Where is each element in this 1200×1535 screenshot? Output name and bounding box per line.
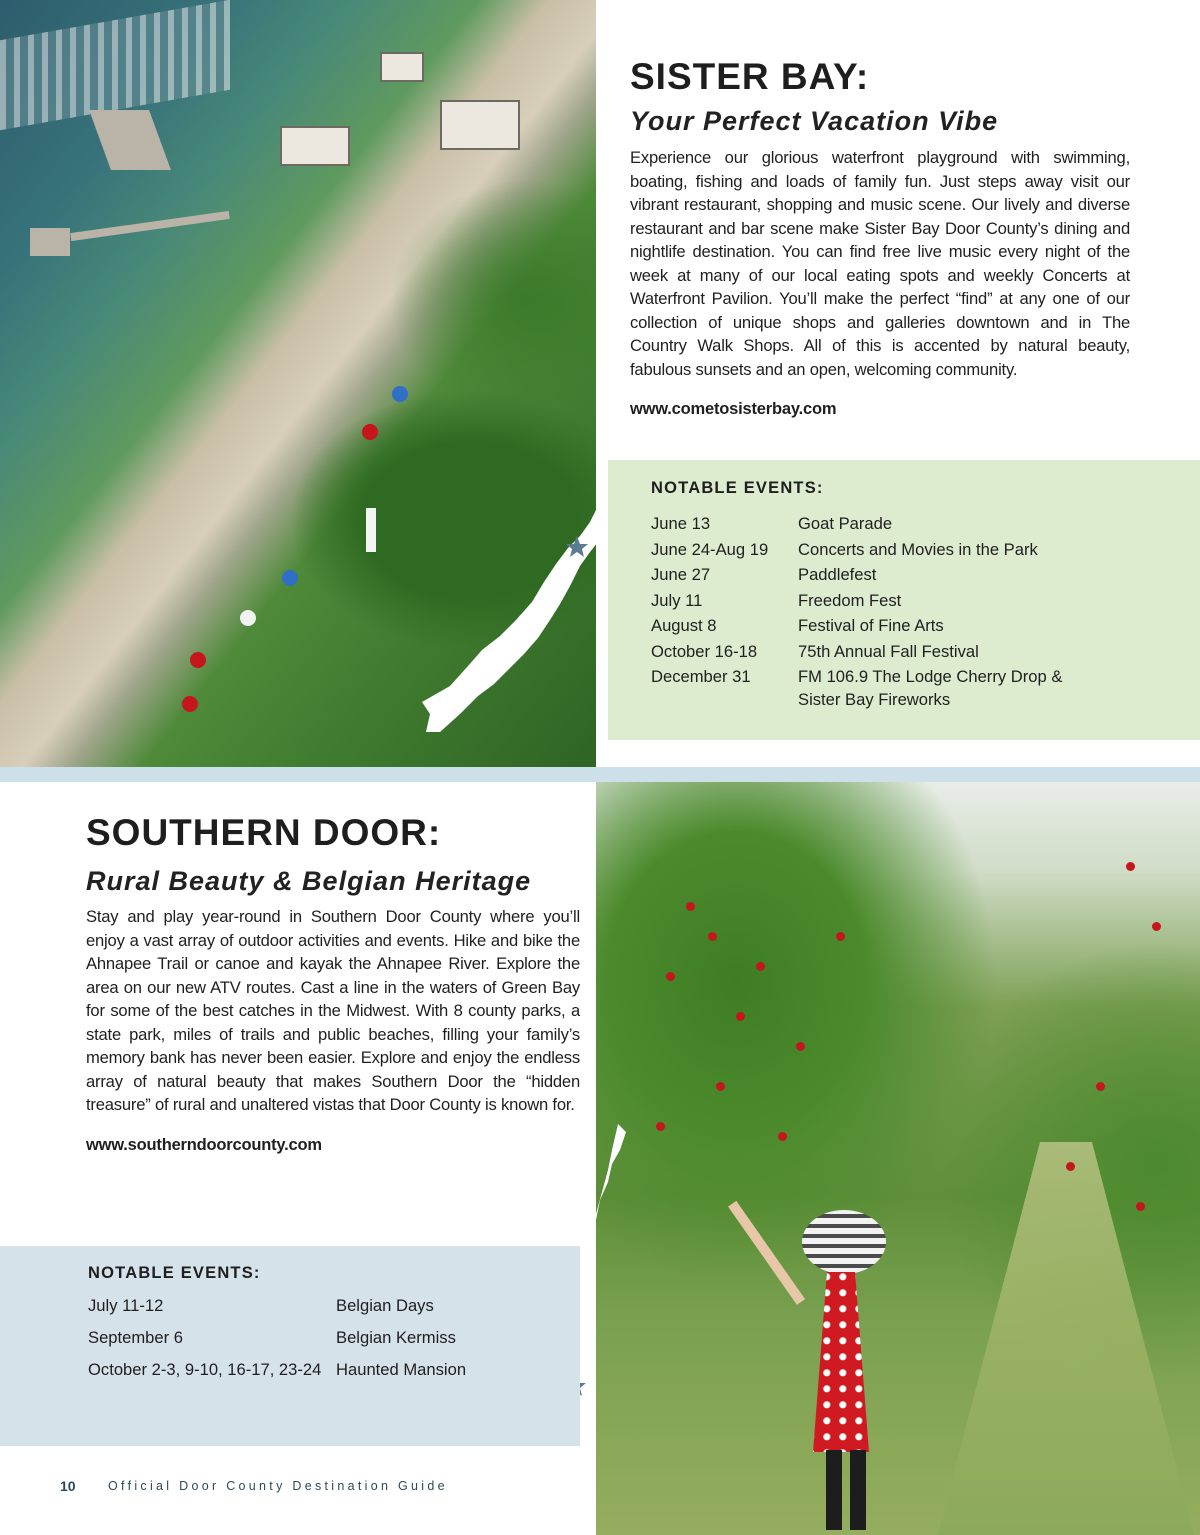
beach-umbrella	[240, 610, 256, 626]
event-name: Goat Parade	[798, 514, 893, 533]
cherry-orchard-photo	[596, 782, 1200, 1535]
swim-raft	[30, 228, 70, 256]
shore-house	[440, 100, 520, 150]
event-name: Belgian Days	[336, 1296, 434, 1315]
event-row	[88, 1295, 466, 1327]
sister-bay-website-link[interactable]: www.cometosisterbay.com	[630, 400, 837, 418]
southern-door-title: SOUTHERN DOOR:	[86, 812, 442, 853]
cherry	[666, 972, 675, 981]
cherry	[836, 932, 845, 941]
event-row	[88, 1359, 466, 1391]
swim-pier	[70, 211, 230, 241]
cherry	[708, 932, 717, 941]
southern-door-website-link[interactable]: www.southerndoorcounty.com	[86, 1136, 322, 1154]
lighthouse	[366, 508, 376, 552]
event-row	[651, 538, 1068, 564]
event-row	[651, 563, 1068, 589]
sister-bay-events-table	[651, 512, 1068, 711]
beach-umbrella	[190, 652, 206, 668]
cherry	[736, 1012, 745, 1021]
event-date: June 13	[651, 514, 711, 533]
sister-bay-subtitle: Your Perfect Vacation Vibe	[630, 106, 999, 136]
cherry	[656, 1122, 665, 1131]
event-date: June 27	[651, 565, 711, 584]
section-divider	[0, 767, 1200, 782]
beach-umbrella	[362, 424, 378, 440]
cherry	[686, 902, 695, 911]
cherry	[1136, 1202, 1145, 1211]
event-date: September 6	[88, 1328, 184, 1347]
orchard-path	[936, 1142, 1196, 1535]
event-row	[651, 640, 1068, 666]
cherry	[1066, 1162, 1075, 1171]
event-date: July 11-12	[88, 1296, 164, 1315]
event-date: October 16-18	[651, 641, 758, 661]
southern-door-body: Stay and play year-round in Southern Door County where you’ll enjoy a vast array of outdoor activities and events. Hike and bike the Ahnapee Trail or canoe and kayak the Ahnapee River. Explore the area on our new ATV routes. Cast a line in the waters of Green Bay for some of the best catches in the Midwest. With 8 county parks, a state park, miles of trails and public beaches, filling your family’s memory bank has never been easier. Explore and enjoy the endless array of natural beauty that makes Southern Door the “hidden treasure” of rural and unaltered vistas that Door County is known for.	[86, 907, 580, 1114]
event-name: FM 106.9 The Lodge Cherry Drop & Sister Bay Fireworks	[798, 667, 1063, 709]
pavilion-building	[280, 126, 350, 166]
beach-umbrella	[182, 696, 198, 712]
page-number: 10	[60, 1478, 76, 1494]
event-date: July 11	[651, 590, 703, 610]
village-house	[380, 52, 424, 82]
event-name: 75th Annual Fall Festival	[798, 641, 979, 661]
cherry	[756, 962, 765, 971]
event-name: Haunted Mansion	[336, 1360, 467, 1379]
woman-sun-hat	[802, 1210, 886, 1274]
southern-door-events-heading: NOTABLE EVENTS:	[88, 1264, 261, 1282]
sister-bay-events-heading: NOTABLE EVENTS:	[651, 479, 824, 497]
event-row	[651, 512, 1068, 538]
event-date: June 24-Aug 19	[651, 539, 769, 559]
event-name: Festival of Fine Arts	[798, 616, 944, 635]
cherry	[1126, 862, 1135, 871]
cherry	[778, 1132, 787, 1141]
cherry	[1096, 1082, 1105, 1091]
beach-umbrella	[282, 570, 298, 586]
event-row	[651, 665, 1068, 711]
sister-bay-body: Experience our glorious waterfront playground with swimming, boating, fishing and loads of family fun. Just steps away visit our vibrant restaurant, shopping and music scene. Our lively and diverse restaurant and bar scene make Sister Bay Door County’s dining and nightlife destination. You can find free live music every night of the week at many of our local eating spots and weekly Concerts at Waterfront Pavilion. You’ll make the perfect “find” at any one of our collection of unique shops and galleries downtown and in The Country Walk Shops. All of this is accented by natural beauty, fabulous sunsets and an open, welcoming community.	[630, 148, 1130, 379]
beach-umbrella	[392, 386, 408, 402]
event-name: Freedom Fest	[798, 590, 902, 610]
breakwater-pier	[89, 110, 171, 170]
event-date: October 2-3, 9-10, 16-17, 23-24	[88, 1360, 322, 1379]
woman-red-dress	[806, 1272, 876, 1452]
event-row	[651, 589, 1068, 615]
sister-bay-map-icon	[420, 470, 640, 740]
southern-door-events-table	[88, 1295, 466, 1391]
event-name: Belgian Kermiss	[336, 1328, 456, 1347]
footer-publication-title: Official Door County Destination Guide	[108, 1479, 448, 1493]
southern-door-subtitle: Rural Beauty & Belgian Heritage	[86, 866, 532, 896]
event-date: December 31	[651, 667, 751, 686]
event-date: August 8	[651, 616, 717, 635]
sister-bay-title: SISTER BAY:	[630, 56, 870, 97]
woman-arm	[728, 1201, 805, 1305]
cherry	[716, 1082, 725, 1091]
event-name: Paddlefest	[798, 565, 877, 584]
event-row	[88, 1327, 466, 1359]
woman-legs	[826, 1450, 866, 1530]
cherry	[796, 1042, 805, 1051]
event-row	[651, 614, 1068, 640]
cherry	[1152, 922, 1161, 931]
event-name: Concerts and Movies in the Park	[798, 539, 1038, 559]
